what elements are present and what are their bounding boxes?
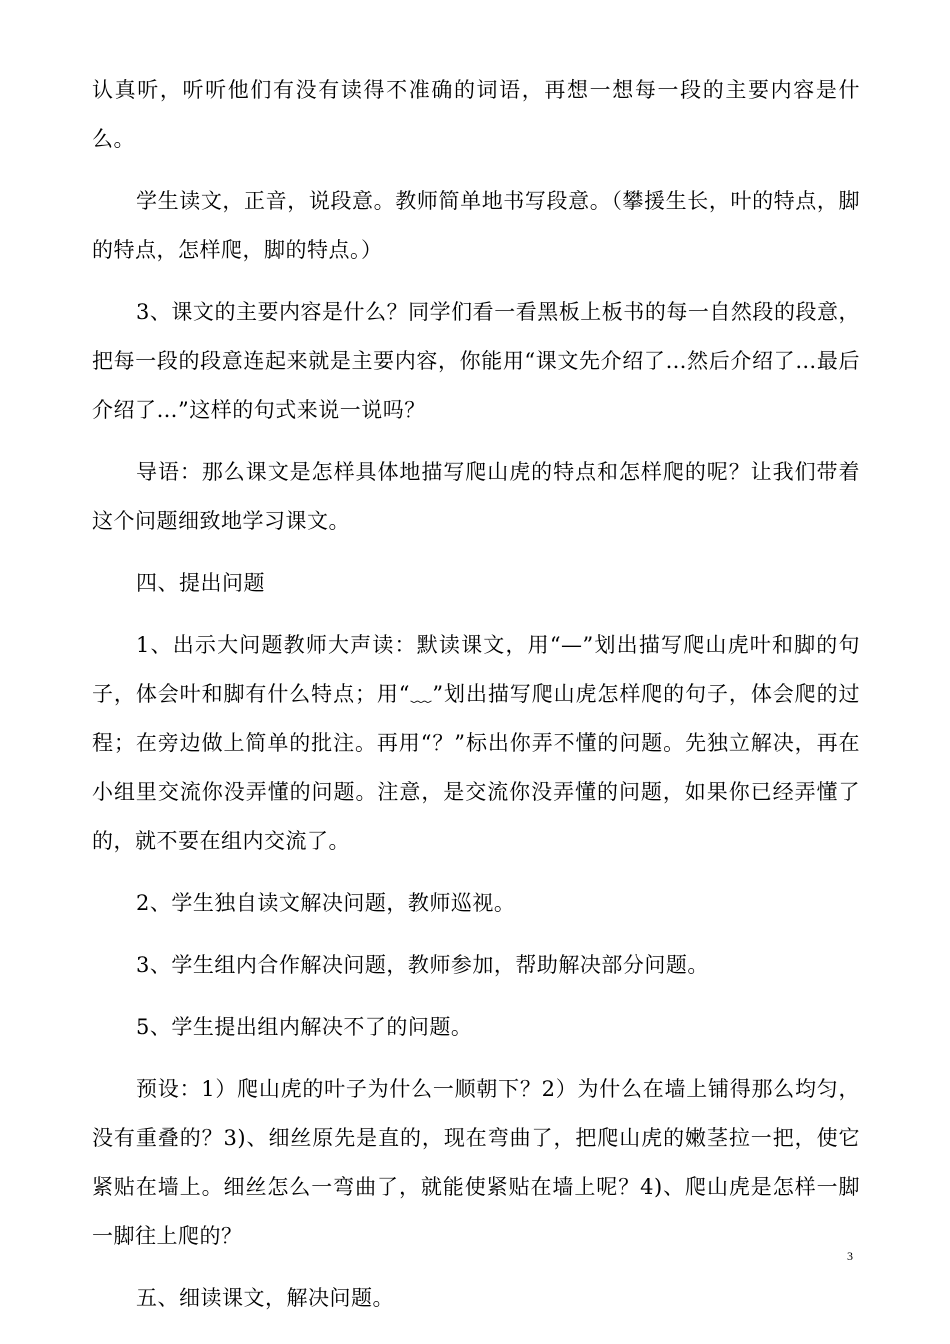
paragraph: 5、学生提出组内解决不了的问题。 (136, 1015, 473, 1039)
paragraph: 认真听，听听他们有没有读得不准确的词语，再想一想每一段的主要内容是什么。 (92, 78, 860, 151)
paragraph: 导语：那么课文是怎样具体地描写爬山虎的特点和怎样爬的呢？让我们带着这个问题细致地学习课文。 (92, 460, 860, 533)
paragraph: 预设：1）爬山虎的叶子为什么一顺朝下？2）为什么在墙上铺得那么均匀，没有重叠的？3)、细丝原先是直的，现在弯曲了，把爬山虎的嫩茎拉一把，使它紧贴在墙上。细丝怎么一弯曲了，就能使紧贴在墙上呢？4)、爬山虎是怎样一脚一脚往上爬的？ (92, 1077, 860, 1248)
paragraph: 3、学生组内合作解决问题，教师参加，帮助解决部分问题。 (136, 953, 709, 977)
paragraph: 学生读文，正音，说段意。教师简单地书写段意。（攀援生长，叶的特点，脚的特点，怎样爬，脚的特点。） (92, 189, 860, 262)
section-heading: 四、提出问题 (136, 571, 265, 595)
paragraph: 2、学生独自读文解决问题，教师巡视。 (136, 891, 516, 915)
section-heading: 五、细读课文，解决问题。 (136, 1286, 394, 1310)
document-body (92, 66, 860, 1336)
page-number: 3 (847, 1249, 853, 1263)
paragraph: 3、课文的主要内容是什么？同学们看一看黑板上板书的每一自然段的段意，把每一段的段意连起来就是主要内容，你能用“课文先介绍了…然后介绍了…最后介绍了…”这样的句式来说一说吗？ (92, 300, 860, 422)
paragraph: 1、出示大问题教师大声读：默读课文，用“—”划出描写爬山虎叶和脚的句子，体会叶和脚有什么特点；用“﹏”划出描写爬山虎怎样爬的句子，体会爬的过程；在旁边做上简单的批注。再用“？”标出你弄不懂的问题。先独立解决，再在小组里交流你没弄懂的问题。注意，是交流你没弄懂的问题，如果你已经弄懂了的，就不要在组内交流了。 (92, 633, 860, 853)
